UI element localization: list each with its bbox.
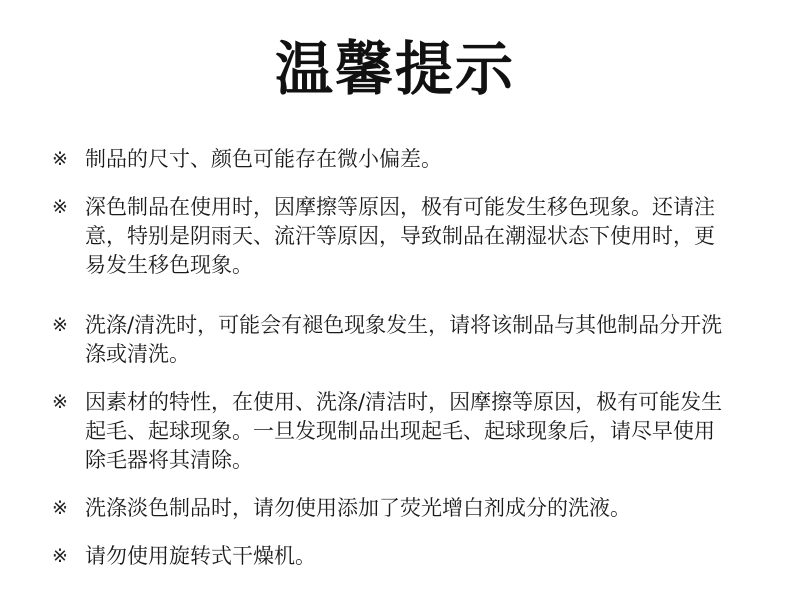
list-item xyxy=(52,311,732,369)
reference-mark-icon: ※ xyxy=(52,314,68,336)
list-item xyxy=(52,494,732,523)
list-item xyxy=(52,193,732,280)
reference-mark-icon: ※ xyxy=(52,497,68,519)
note-text: 制品的尺寸、颜色可能存在微小偏差。 xyxy=(85,147,442,171)
list-item xyxy=(52,388,732,475)
note-text: 请勿使用旋转式干燥机。 xyxy=(85,544,316,568)
reference-mark-icon: ※ xyxy=(52,391,68,413)
note-text: 洗涤淡色制品时，请勿使用添加了荧光增白剂成分的洗液。 xyxy=(85,496,631,520)
reference-mark-icon: ※ xyxy=(52,196,68,218)
reference-mark-icon: ※ xyxy=(52,545,68,567)
page-title: 温馨提示 xyxy=(274,35,515,103)
notes-list xyxy=(52,145,732,571)
note-text: 因素材的特性，在使用、洗涤/清洁时，因摩擦等原因，极有可能发生起毛、起球现象。一旦发现制品出现起毛、起球现象后，请尽早使用除毛器将其清除。 xyxy=(85,390,723,472)
list-item xyxy=(52,542,732,571)
list-item xyxy=(52,145,732,174)
note-text: 深色制品在使用时，因摩擦等原因，极有可能发生移色现象。还请注意，特别是阴雨天、流汗等原因，导致制品在潮湿状态下使用时，更易发生移色现象。 xyxy=(85,195,715,277)
note-text: 洗涤/清洗时，可能会有褪色现象发生，请将该制品与其他制品分开洗涤或清洗。 xyxy=(85,313,723,366)
reference-mark-icon: ※ xyxy=(52,148,68,170)
